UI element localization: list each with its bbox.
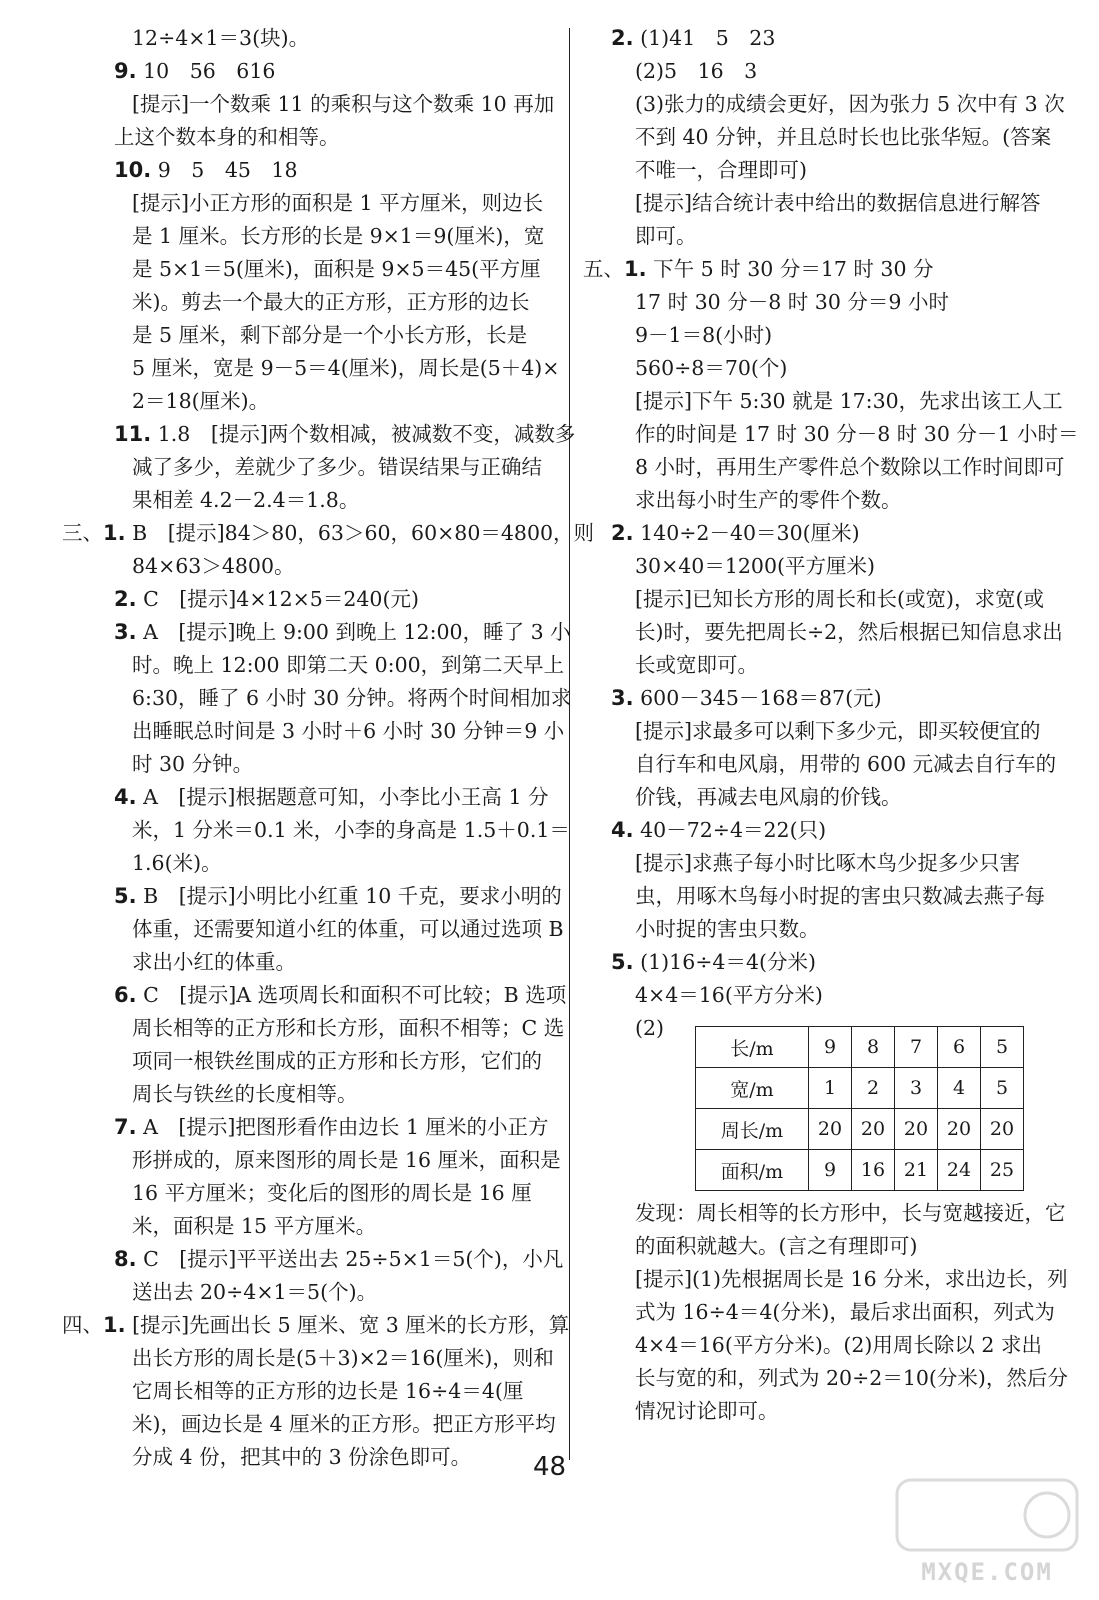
answer-text: 600－345－168＝87(元) bbox=[640, 686, 882, 710]
answer-text: 10 56 616 bbox=[143, 59, 276, 83]
question-number: 3. bbox=[114, 620, 137, 644]
hint-line: [提示]小正方形的面积是 1 平方厘米，则边长 bbox=[132, 191, 544, 215]
hint-line: 2＝18(厘米)。 bbox=[132, 389, 270, 413]
answer-line: 不到 40 分钟，并且总时长也比张华短。(答案 bbox=[635, 125, 1052, 149]
answer-line: 17 时 30 分－8 时 30 分＝9 小时 bbox=[635, 290, 949, 314]
section-3-answer-2 bbox=[62, 583, 554, 616]
hint-line: [提示]已知长方形的周长和长(或宽)，求宽(或 bbox=[635, 587, 1044, 611]
hint-line: 是 5 厘米，剩下部分是一个小长方形，长是 bbox=[132, 323, 528, 347]
question-number: 5. bbox=[114, 884, 137, 908]
table-cell: 周长/m bbox=[696, 1109, 809, 1150]
hint-line: 长与宽的和，列式为 20÷2＝10(分米)，然后分 bbox=[635, 1366, 1068, 1390]
watermark-logo bbox=[887, 1472, 1087, 1592]
table-cell: 7 bbox=[895, 1027, 938, 1068]
section-3-answer-1 bbox=[62, 517, 595, 550]
hint-line: 上这个数本身的和相等。 bbox=[114, 125, 340, 149]
question-number: 1. bbox=[624, 257, 647, 281]
table-row bbox=[696, 1150, 1024, 1191]
question-number: 6. bbox=[114, 983, 137, 1007]
hint-line: 5 厘米，宽是 9－5＝4(厘米)，周长是(5＋4)× bbox=[132, 356, 560, 380]
answer-line: (2) bbox=[635, 1016, 665, 1040]
hint-line: 4×4＝16(平方分米)。(2)用周长除以 2 求出 bbox=[635, 1333, 1042, 1357]
hint-line: [提示](1)先根据周长是 16 分米，求出边长，列 bbox=[635, 1267, 1068, 1291]
right-column bbox=[583, 22, 1079, 1428]
table-cell: 20 bbox=[809, 1109, 852, 1150]
answer-text: 下午 5 时 30 分＝17 时 30 分 bbox=[653, 257, 934, 281]
hint-line: 果相差 4.2－2.4＝1.8。 bbox=[132, 488, 360, 512]
table-cell: 5 bbox=[981, 1027, 1024, 1068]
question-number: 3. bbox=[611, 686, 634, 710]
question-number: 4. bbox=[114, 785, 137, 809]
answer-text: 140÷2－40＝30(厘米) bbox=[640, 521, 860, 545]
hint-line: [提示]求燕子每小时比啄木鸟少捉多少只害 bbox=[635, 851, 1020, 875]
hint-line: 米)。剪去一个最大的正方形，正方形的边长 bbox=[132, 290, 530, 314]
section-3-answer-4 bbox=[62, 781, 554, 814]
section-heading: 三、 bbox=[62, 521, 103, 545]
table-cell: 24 bbox=[938, 1150, 981, 1191]
table-cell: 4 bbox=[938, 1068, 981, 1109]
text-line: 12÷4×1＝3(块)。 bbox=[132, 26, 310, 50]
left-column bbox=[62, 22, 595, 1474]
hint-line: 周长与铁丝的长度相等。 bbox=[132, 1082, 358, 1106]
table-cell: 20 bbox=[852, 1109, 895, 1150]
table-cell: 6 bbox=[938, 1027, 981, 1068]
hint-line: 即可。 bbox=[635, 224, 697, 248]
table-cell: 长/m bbox=[696, 1027, 809, 1068]
hint-line: 时 30 分钟。 bbox=[132, 752, 254, 776]
table-cell: 20 bbox=[938, 1109, 981, 1150]
answer-text: A [提示]根据题意可知，小李比小王高 1 分 bbox=[143, 785, 549, 809]
table-cell: 1 bbox=[809, 1068, 852, 1109]
hint-line: 1.6(米)。 bbox=[132, 851, 222, 875]
watermark-text: MXQE.COM bbox=[921, 1558, 1053, 1586]
section-3-answer-5 bbox=[62, 880, 562, 913]
table-row bbox=[696, 1109, 1024, 1150]
answer-text: C [提示]A 选项周长和面积不可比较；B 选项 bbox=[143, 983, 567, 1007]
hint-line: 形拼成的，原来图形的周长是 16 厘米，面积是 bbox=[132, 1148, 561, 1172]
hint-line: [提示]下午 5:30 就是 17:30，先求出该工人工 bbox=[635, 389, 1063, 413]
hint-line: 项同一根铁丝围成的正方形和长方形，它们的 bbox=[132, 1049, 542, 1073]
answer-text: A [提示]晚上 9:00 到晚上 12:00，睡了 3 小 bbox=[143, 620, 571, 644]
table-cell: 面积/m bbox=[696, 1150, 809, 1191]
answer-text: (1)16÷4＝4(分米) bbox=[640, 950, 817, 974]
table-cell: 20 bbox=[981, 1109, 1024, 1150]
hint-line: 求出小红的体重。 bbox=[132, 950, 296, 974]
answer-text: [提示]先画出长 5 厘米、宽 3 厘米的长方形，算 bbox=[132, 1313, 570, 1337]
hint-line: 情况讨论即可。 bbox=[635, 1399, 779, 1423]
hint-line: 是 5×1＝5(厘米)，面积是 9×5＝45(平方厘 bbox=[132, 257, 541, 281]
question-number: 1. bbox=[103, 1313, 126, 1337]
hint-line: [提示]求最多可以剩下多少元，即买较便宜的 bbox=[635, 719, 1041, 743]
column-divider bbox=[569, 28, 570, 1460]
table-cell: 16 bbox=[852, 1150, 895, 1191]
section-3-answer-6 bbox=[62, 979, 567, 1012]
section-5-answer-5 bbox=[583, 946, 1061, 979]
question-number: 1. bbox=[103, 521, 126, 545]
hint-line: 小时捉的害虫只数。 bbox=[635, 917, 820, 941]
hint-line: 虫，用啄木鸟每小时捉的害虫只数减去燕子每 bbox=[635, 884, 1045, 908]
question-number: 9. bbox=[114, 59, 137, 83]
answer-2 bbox=[583, 22, 1061, 55]
table-cell: 3 bbox=[895, 1068, 938, 1109]
question-number: 2. bbox=[114, 587, 137, 611]
answer-text: A [提示]把图形看作由边长 1 厘米的小正方 bbox=[143, 1115, 549, 1139]
section-3-answer-3 bbox=[62, 616, 571, 649]
question-number: 5. bbox=[611, 950, 634, 974]
answer-text: C [提示]4×12×5＝240(元) bbox=[143, 587, 419, 611]
section-5-answer-2 bbox=[583, 517, 1061, 550]
hint-line: 体重，还需要知道小红的体重，可以通过选项 B bbox=[132, 917, 564, 941]
hint-line: 8 小时，再用生产零件总个数除以工作时间即可 bbox=[635, 455, 1065, 479]
hint-line: 时。晚上 12:00 即第二天 0:00，到第二天早上 bbox=[132, 653, 565, 677]
answer-10 bbox=[62, 154, 554, 187]
answer-line: 不唯一，合理即可) bbox=[635, 158, 807, 182]
page-number: 48 bbox=[532, 1452, 567, 1482]
watermark-icon bbox=[887, 1472, 1087, 1562]
hint-line: 6:30，睡了 6 小时 30 分钟。将两个时间相加求 bbox=[132, 686, 572, 710]
rectangle-table bbox=[695, 1026, 1024, 1191]
table-cell: 9 bbox=[809, 1027, 852, 1068]
hint-line: 自行车和电风扇，用带的 600 元减去自行车的 bbox=[635, 752, 1057, 776]
answer-line: (3)张力的成绩会更好，因为张力 5 次中有 3 次 bbox=[635, 92, 1065, 116]
hint-line: 式为 16÷4＝4(分米)，最后求出面积，列式为 bbox=[635, 1300, 1055, 1324]
hint-line: 出长方形的周长是(5＋3)×2＝16(厘米)，则和 bbox=[132, 1346, 554, 1370]
hint-line: 米)，画边长是 4 厘米的正方形。把正方形平均 bbox=[132, 1412, 556, 1436]
table-cell: 21 bbox=[895, 1150, 938, 1191]
question-number: 7. bbox=[114, 1115, 137, 1139]
table-cell: 20 bbox=[895, 1109, 938, 1150]
hint-line: 它周长相等的正方形的边长是 16÷4＝4(厘 bbox=[132, 1379, 524, 1403]
answer-text: (1)41 5 23 bbox=[640, 26, 776, 50]
section-5-answer-1 bbox=[583, 253, 1061, 286]
section-heading: 四、 bbox=[62, 1313, 103, 1337]
finding-line: 发现：周长相等的长方形中，长与宽越接近，它 bbox=[635, 1201, 1066, 1225]
answer-text: C [提示]平平送出去 25÷5×1＝5(个)，小凡 bbox=[143, 1247, 564, 1271]
hint-line: 出睡眠总时间是 3 小时＋6 小时 30 分钟＝9 小 bbox=[132, 719, 565, 743]
answer-line: 9－1＝8(小时) bbox=[635, 323, 773, 347]
question-number: 11. bbox=[114, 422, 152, 446]
question-number: 2. bbox=[611, 26, 634, 50]
hint-line: 求出每小时生产的零件个数。 bbox=[635, 488, 902, 512]
table-cell: 2 bbox=[852, 1068, 895, 1109]
hint-line: 米，面积是 15 平方厘米。 bbox=[132, 1214, 377, 1238]
answer-text: 9 5 45 18 bbox=[157, 158, 298, 182]
table-row bbox=[696, 1068, 1024, 1109]
answer-text: 1.8 [提示]两个数相减，被减数不变，减数多 bbox=[157, 422, 576, 446]
table-cell: 9 bbox=[809, 1150, 852, 1191]
table-cell: 5 bbox=[981, 1068, 1024, 1109]
hint-line: 送出去 20÷4×1＝5(个)。 bbox=[132, 1280, 378, 1304]
hint-line: 长或宽即可。 bbox=[635, 653, 758, 677]
answer-line: 4×4＝16(平方分米) bbox=[635, 983, 823, 1007]
answer-text: B [提示]84＞80，63＞60，60×80＝4800，则 bbox=[132, 521, 595, 545]
hint-line: [提示]一个数乘 11 的乘积与这个数乘 10 再加 bbox=[132, 92, 555, 116]
hint-line: 长)时，要先把周长÷2，然后根据已知信息求出 bbox=[635, 620, 1063, 644]
hint-line: 分成 4 份，把其中的 3 份涂色即可。 bbox=[132, 1445, 472, 1469]
hint-line: 是 1 厘米。长方形的长是 9×1＝9(厘米)，宽 bbox=[132, 224, 545, 248]
answer-9 bbox=[62, 55, 554, 88]
answer-11 bbox=[62, 418, 576, 451]
finding-line: 的面积就越大。(言之有理即可) bbox=[635, 1234, 918, 1258]
table-cell: 25 bbox=[981, 1150, 1024, 1191]
section-3-answer-7 bbox=[62, 1111, 554, 1144]
table-cell: 8 bbox=[852, 1027, 895, 1068]
answer-text: B [提示]小明比小红重 10 千克，要求小明的 bbox=[143, 884, 562, 908]
table-row bbox=[696, 1027, 1024, 1068]
table-cell: 宽/m bbox=[696, 1068, 809, 1109]
question-number: 2. bbox=[611, 521, 634, 545]
question-number: 4. bbox=[611, 818, 634, 842]
hint-line: [提示]结合统计表中给出的数据信息进行解答 bbox=[635, 191, 1041, 215]
section-3-answer-8 bbox=[62, 1243, 564, 1276]
hint-line: 作的时间是 17 时 30 分－8 时 30 分－1 小时＝ bbox=[635, 422, 1079, 446]
hint-line: 16 平方厘米；变化后的图形的周长是 16 厘 bbox=[132, 1181, 532, 1205]
answer-text: 40－72÷4＝22(只) bbox=[640, 818, 827, 842]
hint-line: 减了多少，差就少了多少。错误结果与正确结 bbox=[132, 455, 542, 479]
hint-line: 价钱，再减去电风扇的价钱。 bbox=[635, 785, 902, 809]
answer-line: (2)5 16 3 bbox=[635, 59, 758, 83]
section-4-answer-1 bbox=[62, 1309, 570, 1342]
section-5-answer-3 bbox=[583, 682, 1061, 715]
answer-line: 30×40＝1200(平方厘米) bbox=[635, 554, 876, 578]
question-number: 8. bbox=[114, 1247, 137, 1271]
question-number: 10. bbox=[114, 158, 152, 182]
hint-line: 84×63＞4800。 bbox=[132, 554, 295, 578]
section-5-answer-4 bbox=[583, 814, 1061, 847]
section-heading: 五、 bbox=[583, 257, 624, 281]
hint-line: 米，1 分米＝0.1 米，小李的身高是 1.5＋0.1＝ bbox=[132, 818, 570, 842]
answer-line: 560÷8＝70(个) bbox=[635, 356, 788, 380]
hint-line: 周长相等的正方形和长方形，面积不相等；C 选 bbox=[132, 1016, 565, 1040]
